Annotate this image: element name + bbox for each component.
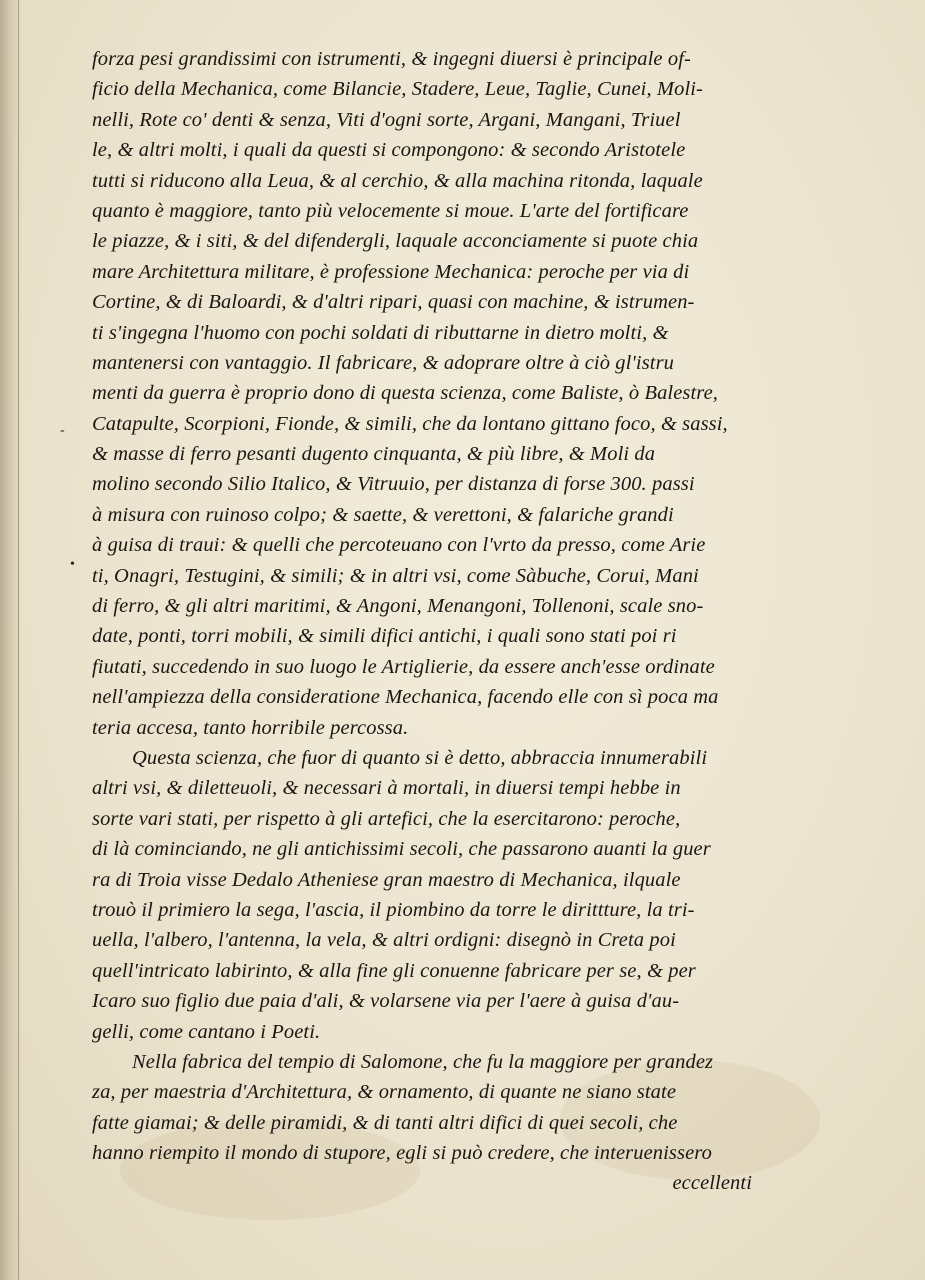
text-line: nell'ampiezza della consideratione Mechanica, facendo elle con sì poca ma — [92, 686, 719, 709]
text-line: Catapulte, Scorpioni, Fionde, & simili, che da lontano gittano foco, & sassi, — [92, 412, 728, 435]
margin-mark: - — [60, 423, 65, 438]
body-text — [92, 44, 782, 1199]
text-line: & masse di ferro pesanti dugento cinquanta, & più libre, & Moli da — [92, 443, 656, 466]
text-line: gelli, come cantano i Poeti. — [92, 1020, 321, 1043]
text-line: ficio della Mechanica, come Bilancie, Stadere, Leue, Taglie, Cunei, Moli- — [92, 78, 703, 101]
text-line: hanno riempito il mondo di stupore, egli si può credere, che interuenissero — [92, 1142, 712, 1165]
margin-mark: • — [70, 557, 75, 572]
text-line: sorte vari stati, per rispetto à gli artefici, che la esercitarono: peroche, — [92, 807, 681, 830]
text-line: quell'intricato labirinto, & alla fine gli conuenne fabricare per se, & per — [92, 959, 696, 982]
text-line: ra di Troia visse Dedalo Atheniese gran maestro di Mechanica, ilquale — [92, 868, 681, 891]
text-line: fiutati, succedendo in suo luogo le Artiglierie, da essere anch'esse ordinate — [92, 655, 715, 678]
text-line: date, ponti, torri mobili, & simili difici antichi, i quali sono stati poi ri — [92, 625, 677, 648]
text-line: ti, Onagri, Testugini, & simili; & in altri vsi, come Sàbuche, Corui, Mani — [92, 564, 699, 587]
text-line: trouò il primiero la sega, l'ascia, il piombino da torre le dirittture, la tri- — [92, 898, 695, 921]
page-gutter-edge — [18, 0, 19, 1280]
text-line: tutti si riducono alla Leua, & al cerchio, & alla machina ritonda, laquale — [92, 169, 703, 192]
text-line: à guisa di traui: & quelli che percoteuano con l'vrto da presso, come Arie — [92, 534, 706, 557]
text-line: Questa scienza, che fuor di quanto si è detto, abbraccia innumerabili — [132, 746, 708, 769]
text-line: teria accesa, tanto horribile percossa. — [92, 716, 409, 739]
text-line: nelli, Rote co' denti & senza, Viti d'ogni sorte, Argani, Mangani, Triuel — [92, 108, 681, 131]
text-line: à misura con ruinoso colpo; & saette, & verettoni, & falariche grandi — [92, 503, 674, 526]
text-line: le piazze, & i siti, & del difendergli, laquale acconciamente si puote chia — [92, 230, 699, 253]
text-line: quanto è maggiore, tanto più velocemente si moue. L'arte del fortificare — [92, 199, 689, 222]
text-line: le, & altri molti, i quali da questi si compongono: & secondo Aristotele — [92, 139, 686, 162]
text-line: mare Architettura militare, è professione Mechanica: peroche per via di — [92, 260, 690, 283]
text-line: menti da guerra è proprio dono di questa scienza, come Baliste, ò Balestre, — [92, 382, 719, 405]
text-line: altri vsi, & diletteuoli, & necessari à mortali, in diuersi tempi hebbe in — [92, 777, 681, 800]
text-line: Nella fabrica del tempio di Salomone, che fu la maggiore per grandez — [132, 1050, 714, 1073]
text-line: Icaro suo figlio due paia d'ali, & volarsene via per l'aere à guisa d'au- — [92, 990, 680, 1013]
catchword: eccellenti — [672, 1172, 752, 1195]
text-line: di là cominciando, ne gli antichissimi secoli, che passarono auanti la guer — [92, 838, 711, 861]
text-line: molino secondo Silio Italico, & Vitruuio, per distanza di forse 300. passi — [92, 473, 695, 496]
text-line: fatte giamai; & delle piramidi, & di tanti altri difici di quei secoli, che — [92, 1111, 678, 1134]
text-line: ti s'ingegna l'huomo con pochi soldati di ributtarne in dietro molti, & — [92, 321, 669, 344]
text-line: mantenersi con vantaggio. Il fabricare, & adoprare oltre à ciò gl'istru — [92, 351, 675, 374]
text-line: forza pesi grandissimi con istrumenti, & ingegni diuersi è principale of- — [92, 48, 691, 70]
text-line: di ferro, & gli altri maritimi, & Angoni, Menangoni, Tollenoni, scale sno- — [92, 595, 704, 618]
text-line: uella, l'albero, l'antenna, la vela, & altri ordigni: disegnò in Creta poi — [92, 929, 676, 952]
text-line: Cortine, & di Baloardi, & d'altri ripari, quasi con machine, & istrumen- — [92, 291, 695, 314]
text-line: za, per maestria d'Architettura, & ornamento, di quante ne siano state — [92, 1081, 677, 1104]
